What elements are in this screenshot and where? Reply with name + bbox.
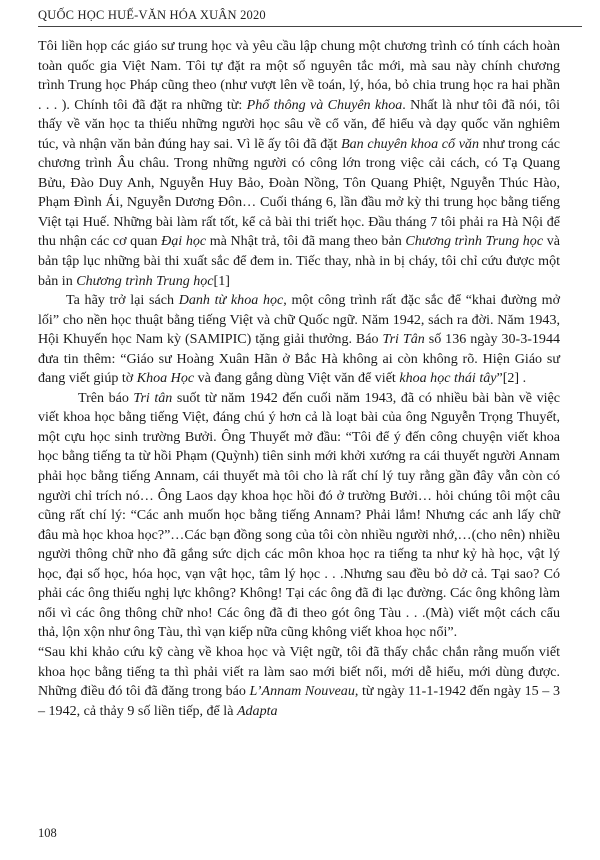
text-segment-italic: Adapta [236, 702, 278, 719]
running-header: QUỐC HỌC HUẾ-VĂN HÓA XUÂN 2020 [38, 8, 266, 22]
text-segment-italic: Danh từ khoa học [178, 292, 284, 309]
text-segment-italic: Ban chuyên khoa cổ văn [341, 135, 479, 152]
text-segment: . Nhất là như tôi đã nói, tôi thấy về văn học ta thiếu những người học sâu về cổ văn, để hiểu và dạy quốc văn nghiêm túc, và nhận văn bản đúng hay sai. Vì lẽ ấy tôi đã đặt [38, 96, 560, 152]
text-segment-italic: L’Annam Nouveau [249, 683, 355, 700]
text-segment-italic: Tri tân [133, 389, 173, 406]
paragraph-quote [38, 643, 560, 721]
text-segment: Trên báo [78, 389, 134, 406]
paragraph-reform-curriculum [38, 37, 560, 291]
text-segment-italic: Chương trình Trung học [76, 272, 214, 289]
paragraph-tri-tan [38, 389, 560, 643]
page-number: 108 [38, 826, 57, 840]
article-body [38, 37, 560, 721]
text-segment: số 136 ngày 30-3-1944 đưa tin thêm: “Giáo sư Hoàng Xuân Hãn ở Bắc Hà không ai còn không rõ. Hiện Giáo sư đang viết giúp tờ [38, 331, 560, 387]
text-segment: , từ ngày 11-1-1942 đến ngày 15 – 3 – 1942, cả thảy 9 số liền tiếp, để là [38, 683, 560, 719]
text-segment-italic: Đại học [161, 233, 207, 250]
text-segment-italic: khoa học thái tây [399, 370, 497, 387]
header-rule [38, 26, 582, 27]
paragraph-scientific-terms [38, 291, 560, 389]
text-segment: , một công trình rất đặc sắc để “khai đường mở lối” cho nền học thuật bằng tiếng Việt và chữ Quốc ngữ. Năm 1942, sách ra đời. Năm 1943, Hội Khuyến học Nam kỳ (SAMIPIC) tặng giải thưởng. Báo [38, 292, 561, 348]
text-segment: mà Nhật trả, tôi đã mang theo bản [206, 233, 406, 250]
text-segment-italic: Tri Tân [382, 331, 425, 348]
text-segment: Ta hãy trở lại sách [66, 292, 179, 309]
text-segment: ”[2] . [496, 370, 527, 387]
text-segment-italic: Chương trình Trung học [405, 233, 544, 250]
footnote-ref: [1] [213, 272, 230, 289]
text-segment: Tôi liền họp các giáo sư trung học và yêu cầu lập chung một chương trình có tính cách hoàn toàn quốc gia Việt Nam. Tôi tự đặt ra một số nguyên tắc mới, mà sau này chính chương trình Trung học Pháp cũng theo (như vượt lên về toán, lý, hóa, bỏ chia trung học ra hai phần . . . ). Chính tôi đã đặt ra những từ: [38, 38, 560, 113]
text-segment-italic: Khoa Học [136, 370, 195, 387]
text-segment: và đang gắng dùng Việt văn để viết [194, 370, 400, 387]
text-segment: suốt từ năm 1942 đến cuối năm 1943, đã có nhiều bài bàn về việc viết khoa học bằng tiếng Việt, đáng chú ý hơn cả là loạt bài của ông Nguyễn Trọng Thuyết, một cựu học sinh trường Bưởi. Ông Thuyết mở đầu: “Tôi để ý đến công chuyện viết khoa học bằng tiếng ta từ hồi Phạm (Quỳnh) tiên sinh mới khởi xướng ra cái thuyết người Annam phải học bằng tiếng Annam, cái thuyết mà tôi cho là rất chí lý tuy rằng gần đây vẫn còn có người chỉ trích nó… Ông Laos dạy khoa học hồi đó ở trường Bưởi… hỏi chúng tôi một câu cũng rất chí lý: “Các anh muốn học bằng tiếng Annam? Phải lắm! Nhưng các anh lấy chữ đâu mà học khoa học?”…Các bạn đồng song của tôi còn nhiều người nhớ,…(cho nên) nhiều người thông chữ nho đã gắng sức dịch các môn khoa học ra tiếng ta như kỷ hà học, vật lý học, đại số học, hóa học, vạn vật học, tâm lý học . . .Nhưng sau đều bỏ dở cả. Tại sao? Có phải các ông thiếu nghị lực không? Không! Tại các ông đã đi lạc đường. Các ông không làm nổi vì các ông thông chữ nho! Các ông đã đi theo gót ông Tàu . . .(Mà) viết một cách cẩu thả, lộn xộn như ông Tàu, thì vạn kiếp nữa cũng không viết khoa học nổi”. [38, 389, 560, 641]
text-segment: như trong các chương trình Âu châu. Trong những người có công lớn trong việc cải cách, có Tạ Quang Bửu, Đào Duy Anh, Nguyễn Huy Bảo, Đoàn Nồng, Tôn Quang Phiệt, Nguyễn Thúc Hào, Phạm Đình Ái, Nguyễn Dương Đôn… Cuối tháng 6, lần đầu mở kỳ thi trung học bằng tiếng Việt tại Huế. Những bài làm rất tốt, kể cả bài thi triết học. Đầu tháng 7 tôi phải ra Hà Nội để thu nhận các cơ quan [38, 135, 560, 250]
text-segment-italic: Phổ thông và Chuyên khoa [246, 96, 403, 113]
text-segment: “Sau khi khảo cứu kỹ càng về khoa học và Việt ngữ, tôi đã thấy chắc chắn rằng muốn viết khoa học bằng tiếng ta thì phải viết ra làm sao mới biết nổi, mới dễ hiểu, mới dùng được. Những điều đó tôi đã đăng trong báo [38, 643, 560, 700]
text-segment: và bản tập lục những bài thi xuất sắc để đem in. Tiếc thay, nhà in bị cháy, tôi chỉ cứu được một bản in [38, 233, 560, 289]
